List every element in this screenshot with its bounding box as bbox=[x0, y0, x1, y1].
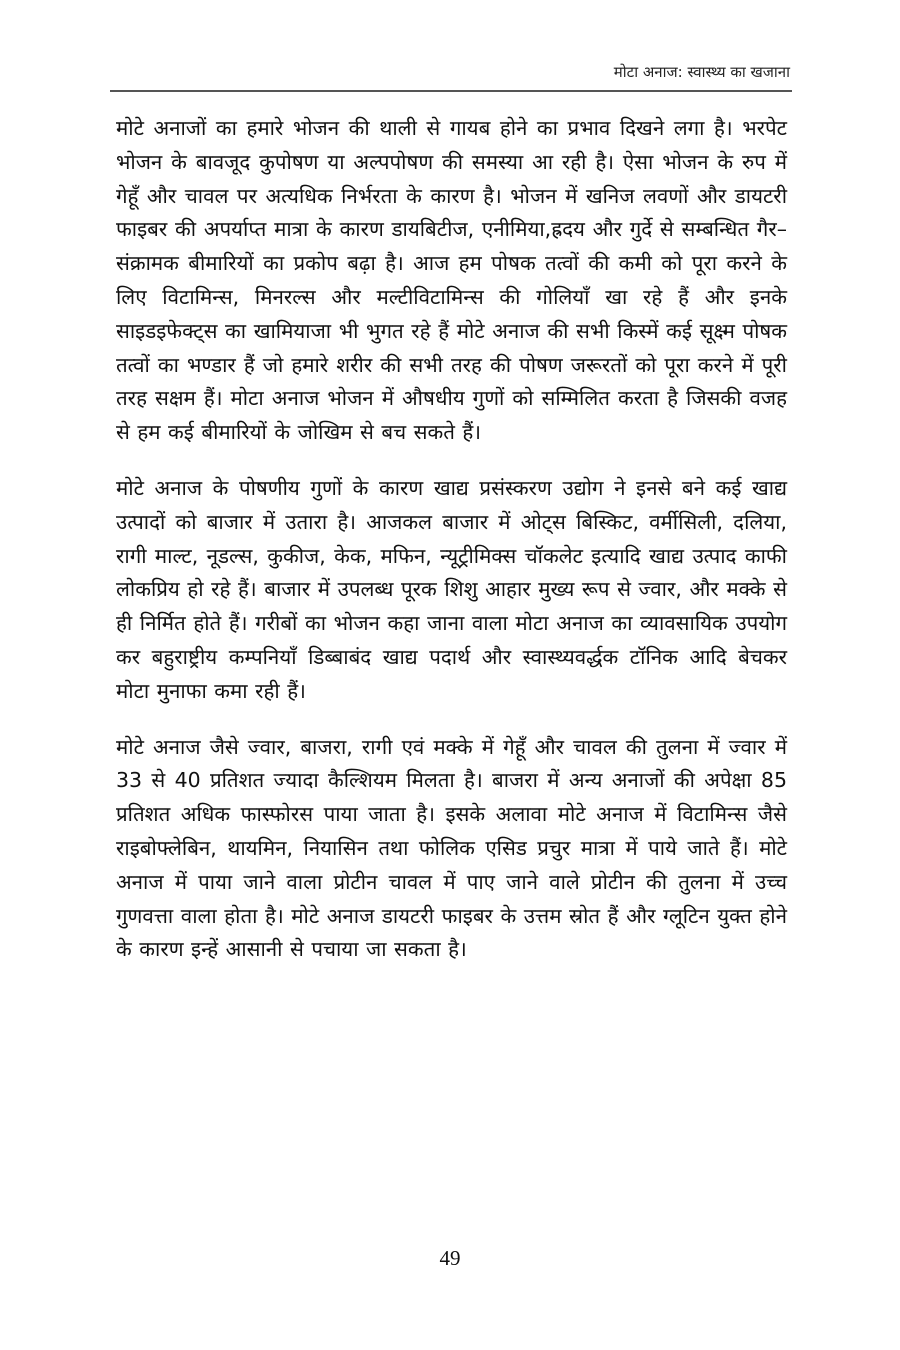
paragraph-1: मोटे अनाजों का हमारे भोजन की थाली से गायब होने का प्रभाव दिखने लगा है। भरपेट भोजन के बावजूद कुपोषण या अल्पपोषण की समस्या आ रही है। ऐसा भोजन के रुप में गेहूँ और चावल पर अत्यधिक निर्भरता के कारण है। भोजन में खनिज लवणों और डायटरी फाइबर की अपर्याप्त मात्रा के कारण डायबिटीज, एनीमिया,ह्रदय और गुर्दे से सम्बन्धित गैर–संक्रामक बीमारियों का प्रकोप बढ़ा है। आज हम पोषक तत्वों की कमी को पूरा करने के लिए विटामिन्स, मिनरल्स और मल्टीविटामिन्स की गोलियाँ खा रहे हैं और इनके साइडइफेक्ट्स का खामियाजा भी भुगत रहे हैं मोटे अनाज की सभी किस्में कई सूक्ष्म पोषक तत्वों का भण्डार हैं जो हमारे शरीर की सभी तरह की पोषण जरूरतों को पूरा करने में पूरी तरह सक्षम हैं। मोटा अनाज भोजन में औषधीय गुणों को सम्मिलित करता है जिसकी वजह से हम कई बीमारियों के जोखिम से बच सकते हैं। bbox=[116, 116, 787, 445]
body-text bbox=[116, 112, 787, 989]
page-number: 49 bbox=[439, 1246, 461, 1270]
paragraph-3: मोटे अनाज जैसे ज्वार, बाजरा, रागी एवं मक्के में गेहूँ और चावल की तुलना में ज्वार में 33 से 40 प्रतिशत ज्यादा कैल्शियम मिलता है। बाजरा में अन्य अनाजों की अपेक्षा 85 प्रतिशत अधिक फास्फोरस पाया जाता है। इसके अलावा मोटे अनाज में विटामिन्स जैसे राइबोफ्लेबिन, थायमिन, नियासिन तथा फोलिक एसिड प्रचुर मात्रा में पाये जाते हैं। मोटे अनाज में पाया जाने वाला प्रोटीन चावल में पाए जाने वाले प्रोटीन की तुलना में उच्च गुणवत्ता वाला होता है। मोटे अनाज डायटरी फाइबर के उत्तम स्रोत हैं और ग्लूटिन युक्त होने के कारण इन्हें आसानी से पचाया जा सकता है। bbox=[116, 734, 787, 962]
running-header-title: मोटा अनाज: स्वास्थ्य का खजाना bbox=[613, 63, 790, 81]
paragraph-2: मोटे अनाज के पोषणीय गुणों के कारण खाद्य प्रसंस्करण उद्योग ने इनसे बने कई खाद्य उत्पादों को बाजार में उतारा है। आजकल बाजार में ओट्स बिस्किट, वर्मीसिली, दलिया, रागी माल्ट, नूडल्स, कुकीज, केक, मफिन, न्यूट्रीमिक्स चॉकलेट इत्यादि खाद्य उत्पाद काफी लोकप्रिय हो रहे हैं। बाजार में उपलब्ध पूरक शिशु आहार मुख्य रूप से ज्वार, और मक्के से ही निर्मित होते हैं। गरीबों का भोजन कहा जाना वाला मोटा अनाज का व्यावसायिक उपयोग कर बहुराष्ट्रीय कम्पनियाँ डिब्बाबंद खाद्य पदार्थ और स्वास्थ्यवर्द्धक टॉनिक आदि बेचकर मोटा मुनाफा कमा रही हैं। bbox=[116, 475, 787, 703]
header-divider bbox=[110, 90, 792, 92]
